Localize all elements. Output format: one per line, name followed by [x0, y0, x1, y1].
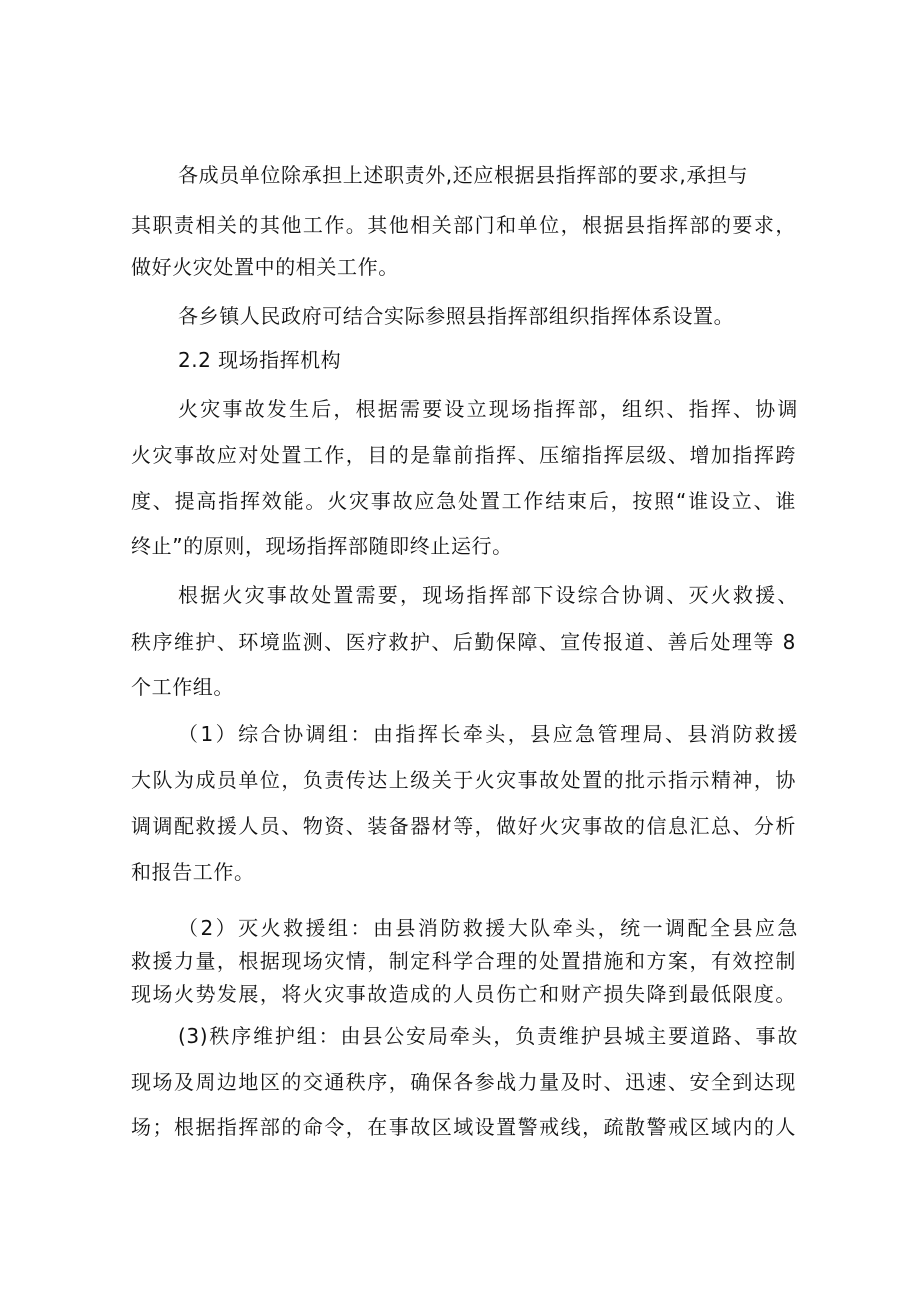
paragraph-line: 调调配救援人员、物资、装备器材等，做好火灾事故的信息汇总、分析: [131, 814, 796, 838]
paragraph-line: 和报告工作。: [131, 860, 255, 884]
paragraph-line: 大队为成员单位，负责传达上级关于火灾事故处置的批示指示精神，协: [131, 768, 796, 792]
paragraph-line: 根据火灾事故处置需要，现场指挥部下设综合协调、灭火救援、: [178, 583, 798, 607]
paragraph-line: 终止”的原则，现场指挥部随即终止运行。: [131, 534, 513, 558]
paragraph-line: 各乡镇人民政府可结合实际参照县指挥部组织指挥体系设置。: [178, 304, 735, 328]
paragraph-line: 度、提高指挥效能。火灾事故应急处置工作结束后，按照“谁设立、谁: [131, 489, 796, 513]
paragraph-line: 各成员单位除承担上述职责外,还应根据县指挥部的要求,承担与: [178, 163, 749, 187]
paragraph-line: 现场及周边地区的交通秩序，确保各参战力量及时、迅速、安全到达现: [131, 1070, 796, 1094]
section-heading: 2.2 现场指挥机构: [178, 348, 342, 372]
paragraph-line: （1）综合协调组：由指挥长牵头，县应急管理局、县消防救援: [178, 722, 798, 746]
paragraph-line: 火灾事故应对处置工作，目的是靠前指挥、压缩指挥层级、增加指挥跨: [131, 443, 796, 467]
paragraph-line: 现场火势发展，将火灾事故造成的人员伤亡和财产损失降到最低限度。: [131, 982, 796, 1006]
paragraph-line: 场；根据指挥部的命令，在事故区域设置警戒线，疏散警戒区域内的人: [131, 1115, 796, 1139]
paragraph-line: 个工作组。: [131, 675, 234, 699]
paragraph-line: 救援力量，根据现场灾情，制定科学合理的处置措施和方案，有效控制: [131, 949, 796, 973]
paragraph-line: 其职责相关的其他工作。其他相关部门和单位，根据县指挥部的要求，: [131, 213, 796, 237]
paragraph-line: 做好火灾处置中的相关工作。: [131, 255, 399, 279]
paragraph-line: 火灾事故发生后，根据需要设立现场指挥部，组织、指挥、协调: [178, 397, 798, 421]
paragraph-line: (3)秩序维护组：由县公安局牵头，负责维护县城主要道路、事故: [178, 1024, 798, 1048]
paragraph-line: 秩序维护、环境监测、医疗救护、后勤保障、宣传报道、善后处理等 8: [131, 630, 797, 654]
paragraph-line: （2）灭火救援组：由县消防救援大队牵头，统一调配全县应急: [178, 916, 798, 940]
